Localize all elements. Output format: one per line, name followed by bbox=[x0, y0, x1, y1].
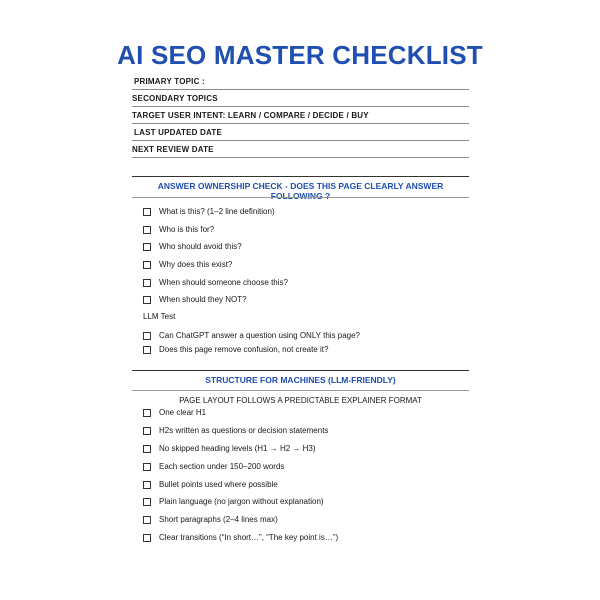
primary-topic-field[interactable] bbox=[132, 72, 469, 90]
llm-test-subheading: LLM Test bbox=[143, 312, 176, 321]
checkbox[interactable] bbox=[143, 427, 151, 435]
checkbox[interactable] bbox=[143, 481, 151, 489]
checklist-item-label: H2s written as questions or decision statements bbox=[159, 426, 329, 435]
checkbox[interactable] bbox=[143, 409, 151, 417]
checklist-item-label: Who should avoid this? bbox=[159, 242, 242, 251]
checklist-item-label: Plain language (no jargon without explanation) bbox=[159, 497, 324, 506]
section-divider-bottom bbox=[132, 390, 469, 391]
checkbox[interactable] bbox=[143, 498, 151, 506]
checklist-item-label: One clear H1 bbox=[159, 408, 207, 417]
checklist-item-label: Clear transitions (“In short…”, “The key point is…”) bbox=[159, 533, 339, 542]
checkbox[interactable] bbox=[143, 296, 151, 304]
structure-heading: STRUCTURE FOR MACHINES (LLM-FRIENDLY) bbox=[205, 375, 396, 385]
secondary-topics-field[interactable] bbox=[132, 89, 469, 107]
last-updated-date-label: LAST UPDATED DATE bbox=[134, 128, 222, 137]
checkbox[interactable] bbox=[143, 261, 151, 269]
checklist-item-label: No skipped heading levels (H1 → H2 → H3) bbox=[159, 444, 316, 453]
structure-subheading: PAGE LAYOUT FOLLOWS A PREDICTABLE EXPLAINER FORMAT bbox=[179, 396, 422, 405]
checkbox[interactable] bbox=[143, 445, 151, 453]
checkbox[interactable] bbox=[143, 516, 151, 524]
checklist-item-label: Does this page remove confusion, not create it? bbox=[159, 345, 329, 354]
checklist-item-label: Who is this for? bbox=[159, 225, 215, 234]
primary-topic-label: PRIMARY TOPIC : bbox=[134, 77, 205, 86]
checklist-item-label: Short paragraphs (2–4 lines max) bbox=[159, 515, 278, 524]
checklist-item-label: Each section under 150–200 words bbox=[159, 462, 285, 471]
target-user-intent-field[interactable] bbox=[132, 106, 469, 124]
section-divider-bottom bbox=[132, 197, 469, 198]
checkbox[interactable] bbox=[143, 208, 151, 216]
checkbox[interactable] bbox=[143, 534, 151, 542]
checklist-item-label: Can ChatGPT answer a question using ONLY this page? bbox=[159, 331, 361, 340]
secondary-topics-label: SECONDARY TOPICS bbox=[132, 94, 218, 103]
checklist-item-label: Bullet points used where possible bbox=[159, 480, 278, 489]
checkbox[interactable] bbox=[143, 243, 151, 251]
checkbox[interactable] bbox=[143, 226, 151, 234]
target-user-intent-label: TARGET USER INTENT: LEARN / COMPARE / DECIDE / BUY bbox=[132, 111, 369, 120]
checkbox[interactable] bbox=[143, 332, 151, 340]
last-updated-date-field[interactable] bbox=[132, 123, 469, 141]
checklist-item-label: When should someone choose this? bbox=[159, 278, 288, 287]
answer-ownership-heading: ANSWER OWNERSHIP CHECK - DOES THIS PAGE CLEARLY ANSWER FOLLOWING ? bbox=[157, 181, 444, 201]
checkbox[interactable] bbox=[143, 463, 151, 471]
next-review-date-field[interactable] bbox=[132, 140, 469, 158]
next-review-date-label: NEXT REVIEW DATE bbox=[132, 145, 214, 154]
page-title: AI SEO MASTER CHECKLIST bbox=[117, 40, 483, 70]
checklist-item-label: When should they NOT? bbox=[159, 295, 247, 304]
checkbox[interactable] bbox=[143, 279, 151, 287]
checklist-item-label: Why does this exist? bbox=[159, 260, 233, 269]
checklist-item-label: What is this? (1–2 line definition) bbox=[159, 207, 275, 216]
checkbox[interactable] bbox=[143, 346, 151, 354]
